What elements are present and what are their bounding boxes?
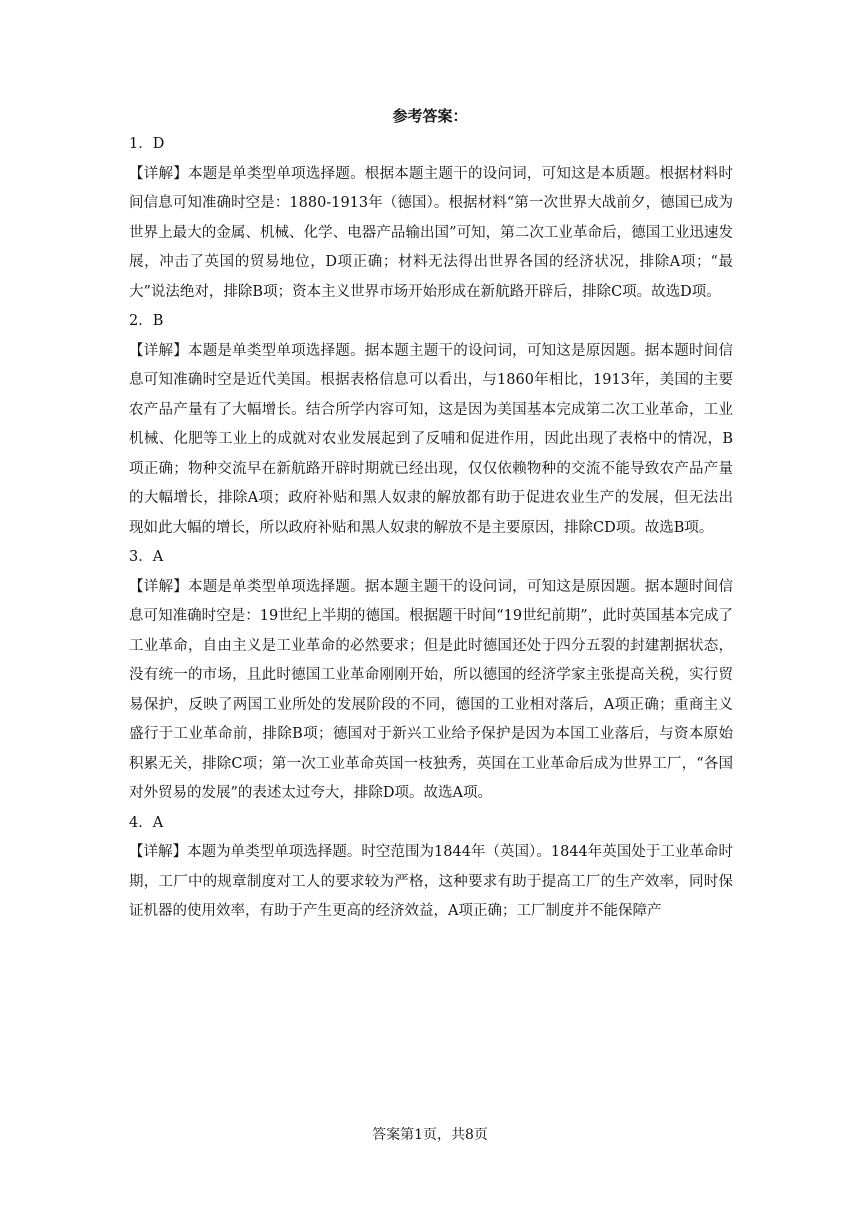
question-number: 4．A — [129, 814, 164, 831]
question-2 — [129, 307, 733, 543]
explanation-tag: 【详解】 — [129, 578, 188, 595]
question-explanation — [129, 160, 733, 308]
question-4 — [129, 809, 733, 927]
question-explanation — [129, 838, 733, 927]
explanation-text: 本题是单类型单项选择题。据本题主题干的设问词，可知这是原因题。据本题时间信息可知准确时空是近代美国。根据表格信息可以看出，与1860年相比，1913年，美国的主要农产品产量有了大幅增长。结合所学内容可知，这是因为美国基本完成第二次工业革命，工业机械、化肥等工业上的成就对农业发展起到了反哺和促进作用，因此出现了表格中的情况，B项正确；物种交流早在新航路开辟时期就已经出现，仅仅依赖物种的交流不能导致农产品产量的大幅增长，排除A项；政府补贴和黑人奴隶的解放都有助于促进农业生产的发展，但无法出现如此大幅的增长，所以政府补贴和黑人奴隶的解放不是主要原因，排除CD项。故选B项。 — [129, 342, 733, 536]
question-3 — [129, 543, 733, 809]
explanation-text: 本题为单类型单项选择题。时空范围为1844年（英国）。1844年英国处于工业革命时期，工厂中的规章制度对工人的要求较为严格，这种要求有助于提高工厂的生产效率，同时保证机器的使用效率，有助于产生更高的经济效益，A项正确；工厂制度并不能保障产 — [129, 844, 733, 919]
question-number: 1．D — [129, 136, 165, 152]
explanation-tag: 【详解】 — [129, 165, 188, 182]
question-explanation — [129, 573, 733, 809]
answer-content — [129, 130, 733, 927]
explanation-text: 本题是单类型单项选择题。根据本题主题干的设问词，可知这是本质题。根据材料时间信息可知准确时空是：1880-1913年（德国）。根据材料“第一次世界大战前夕，德国已成为世界上最大的金属、机械、化学、电器产品输出国”可知，第二次工业革命后，德国工业迅速发展，冲击了英国的贸易地位，D项正确；材料无法得出世界各国的经济状况，排除A项；“最大”说法绝对，排除B项；资本主义世界市场开始形成在新航路开辟后，排除C项。故选D项。 — [129, 165, 733, 300]
page-footer: 答案第1页，共8页 — [372, 1127, 488, 1143]
explanation-tag: 【详解】 — [129, 342, 188, 359]
question-1 — [129, 130, 733, 307]
question-explanation — [129, 337, 733, 544]
question-number: 2．B — [129, 313, 164, 329]
page-title: 参考答案： — [392, 107, 468, 125]
question-number: 3．A — [129, 549, 164, 565]
explanation-tag: 【详解】 — [129, 844, 188, 860]
explanation-text: 本题是单类型单项选择题。据本题主题干的设问词，可知这是原因题。据本题时间信息可知准确时空是：19世纪上半期的德国。根据题干时间“19世纪前期”，此时英国基本完成了工业革命，自由主义是工业革命的必然要求；但是此时德国还处于四分五裂的封建割据状态，没有统一的市场，且此时德国工业革命刚刚开始，所以德国的经济学家主张提高关税，实行贸易保护，反映了两国工业所处的发展阶段的不同，德国的工业相对落后，A项正确；重商主义盛行于工业革命前，排除B项；德国对于新兴工业给予保护是因为本国工业落后，与资本原始积累无关，排除C项；第一次工业革命英国一枝独秀，英国在工业革命后成为世界工厂，“各国对外贸易的发展”的表述太过夸大，排除D项。故选A项。 — [129, 578, 733, 801]
